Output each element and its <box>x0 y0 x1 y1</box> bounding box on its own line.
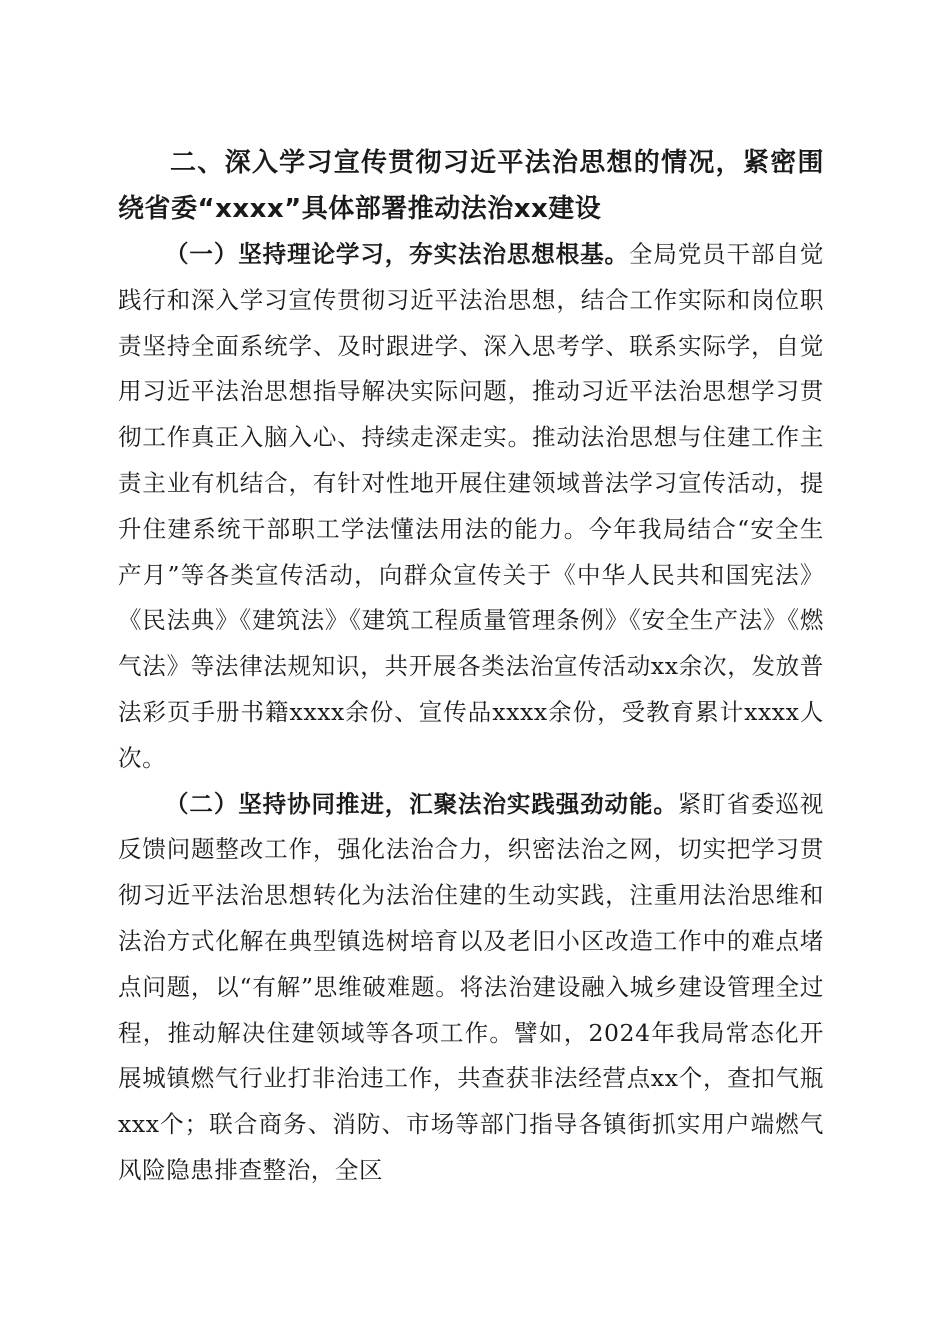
document-page <box>118 140 824 1194</box>
paragraph-2-body: 紧盯省委巡视反馈问题整改工作，强化法治合力，织密法治之网，切实把学习贯彻习近平法治思想转化为法治住建的生动实践，注重用法治思维和法治方式化解在典型镇选树培育以及老旧小区改造工作中的难点堵点问题，以“有解”思维破难题。将法治建设融入城乡建设管理全过程，推动解决住建领域等各项工作。譬如，2024年我局常态化开展城镇燃气行业打非治违工作，共查获非法经营点xx个，查扣气瓶xxx个；联合商务、消防、市场等部门指导各镇街抓实用户端燃气风险隐患排查整治，全区 <box>118 789 824 1184</box>
paragraph-1-body: 全局党员干部自觉践行和深入学习宣传贯彻习近平法治思想，结合工作实际和岗位职责坚持全面系统学、及时跟进学、深入思考学、联系实际学，自觉用习近平法治思想指导解决实际问题，推动习近平法治思想学习贯彻工作真正入脑入心、持续走深走实。推动法治思想与住建工作主责主业有机结合，有针对性地开展住建领域普法学习宣传活动，提升住建系统干部职工学法懂法用法的能力。今年我局结合“安全生产月”等各类宣传活动，向群众宣传关于《中华人民共和国宪法》《民法典》《建筑法》《建筑工程质量管理条例》《安全生产法》《燃气法》等法律法规知识，共开展各类法治宣传活动xx余次，发放普法彩页手册书籍xxxx余份、宣传品xxxx余份，受教育累计xxxx人次。 <box>118 240 824 772</box>
paragraph-2 <box>118 782 824 1194</box>
section-heading: 二、深入学习宣传贯彻习近平法治思想的情况，紧密围绕省委“xxxx”具体部署推动法治xx建设 <box>118 148 824 224</box>
paragraph-1-subheading: （一）坚持理论学习，夯实法治思想根基。 <box>165 240 629 268</box>
paragraph-2-subheading: （二）坚持协同推进，汇聚法治实践强劲动能。 <box>165 789 678 818</box>
paragraph-1 <box>118 232 824 782</box>
